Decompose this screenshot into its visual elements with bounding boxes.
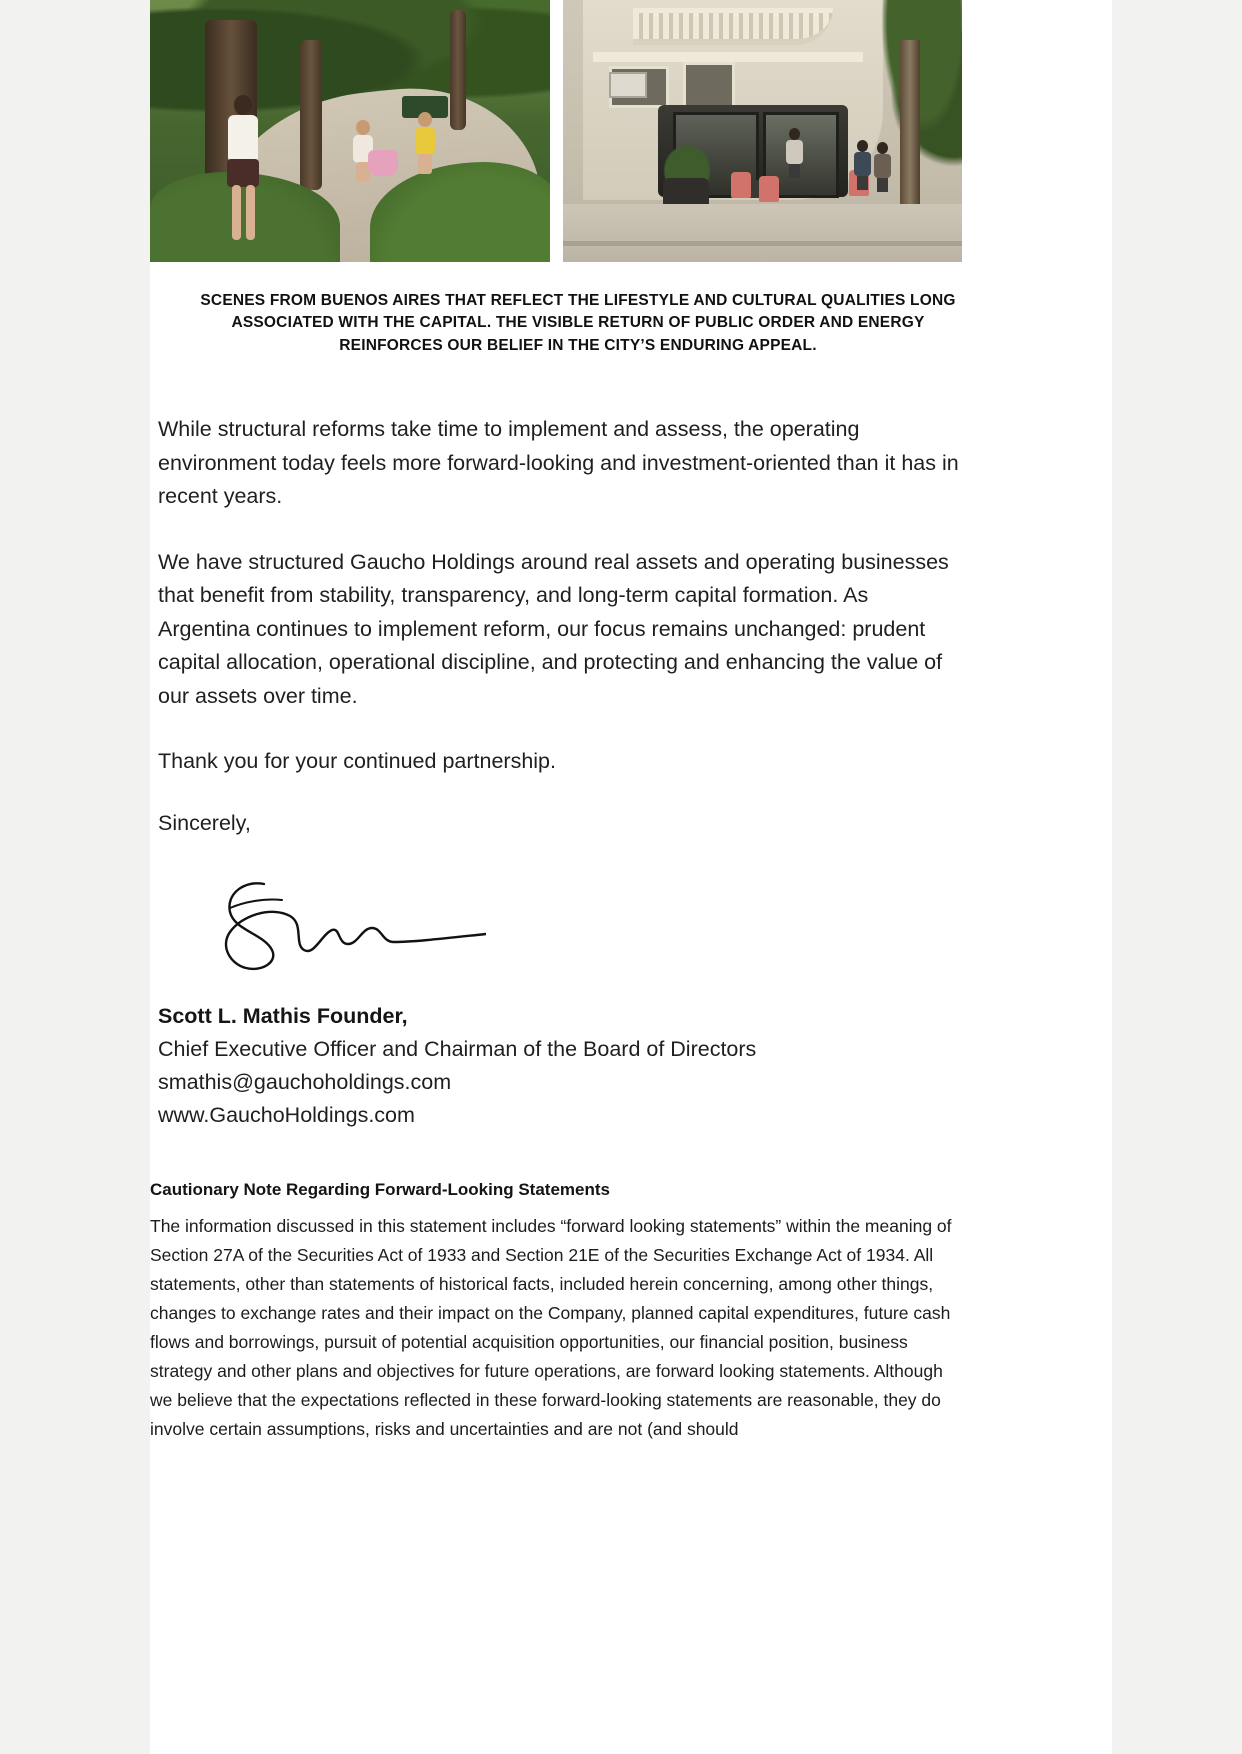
- pedestrian-figure: [785, 128, 803, 176]
- photo-caption: SCENES FROM BUENOS AIRES THAT REFLECT THE LIFESTYLE AND CULTURAL QUALITIES LONG ASSOCIATED WITH THE CAPITAL. THE VISIBLE RETURN OF PUBLIC ORDER AND ENERGY REINFORCES OUR BELIEF IN THE CITY’S ENDURING APPEAL.: [200, 292, 956, 354]
- letter-body: [158, 413, 963, 840]
- letter-paragraph-2: We have structured Gaucho Holdings around real assets and operating businesses that benefit from stability, transparency, and long-term capital formation. As Argentina continues to implement reform, our focus remains unchanged: prudent capital allocation, operational discipline, and protecting and enhancing the value of our assets over time.: [158, 549, 949, 708]
- signer-name: Scott L. Mathis Founder,: [158, 1004, 408, 1029]
- tree-trunk: [450, 10, 466, 130]
- cafe-chair: [759, 176, 779, 202]
- handwritten-signature-icon: [186, 872, 486, 982]
- signer-email[interactable]: smathis@gauchoholdings.com: [158, 1070, 452, 1095]
- page-content: [150, 0, 1112, 1754]
- street-illustration: [563, 0, 962, 262]
- signature-block: [158, 1000, 963, 1132]
- forward-looking-disclaimer: [150, 1180, 970, 1444]
- building-window: [683, 62, 735, 108]
- page-left-margin: [0, 0, 150, 1754]
- photo-strip: [150, 0, 962, 262]
- letter-paragraph-1: While structural reforms take time to implement and assess, the operating environment today feels more forward-looking and investment-oriented than it has in recent years.: [158, 417, 959, 509]
- park-scene-photo: [150, 0, 550, 262]
- sidewalk: [563, 204, 962, 262]
- child-figure: [412, 112, 438, 174]
- disclaimer-body: The information discussed in this statement includes “forward looking statements” within the meaning of Section 27A of the Securities Act of 1933 and Section 21E of the Securities Exchange Act of 1934. All statements, other than statements of historical facts, included herein concerning, among other things, changes to exchange rates and their impact on the Company, planned capital expenditures, future cash flows and borrowings, pursuit of potential acquisition opportunities, our financial position, business strategy and other plans and objectives for future operations, are forward looking statements. Although we believe that the expectations reflected in these forward-looking statements are reasonable, they do involve certain assumptions, risks and uncertainties and are not (and should: [150, 1216, 952, 1440]
- air-conditioner-unit: [609, 72, 647, 98]
- letter-paragraph-3: Thank you for your continued partnership.: [158, 749, 556, 774]
- cafe-chair: [731, 172, 751, 198]
- adult-figure: [220, 95, 266, 245]
- page-right-margin: [1112, 0, 1242, 1754]
- balcony-railing: [633, 8, 833, 45]
- cornice: [593, 52, 863, 62]
- tree-trunk: [300, 40, 322, 190]
- disclaimer-heading: Cautionary Note Regarding Forward-Looking Statements: [150, 1180, 610, 1200]
- signer-website[interactable]: www.GauchoHoldings.com: [158, 1103, 415, 1128]
- signer-title: Chief Executive Officer and Chairman of the Board of Directors: [158, 1037, 757, 1062]
- park-illustration: [150, 0, 550, 262]
- toy-stroller: [368, 150, 398, 176]
- letter-closing: Sincerely,: [158, 810, 251, 835]
- street-cafe-photo: [563, 0, 962, 262]
- curb-line: [563, 241, 962, 246]
